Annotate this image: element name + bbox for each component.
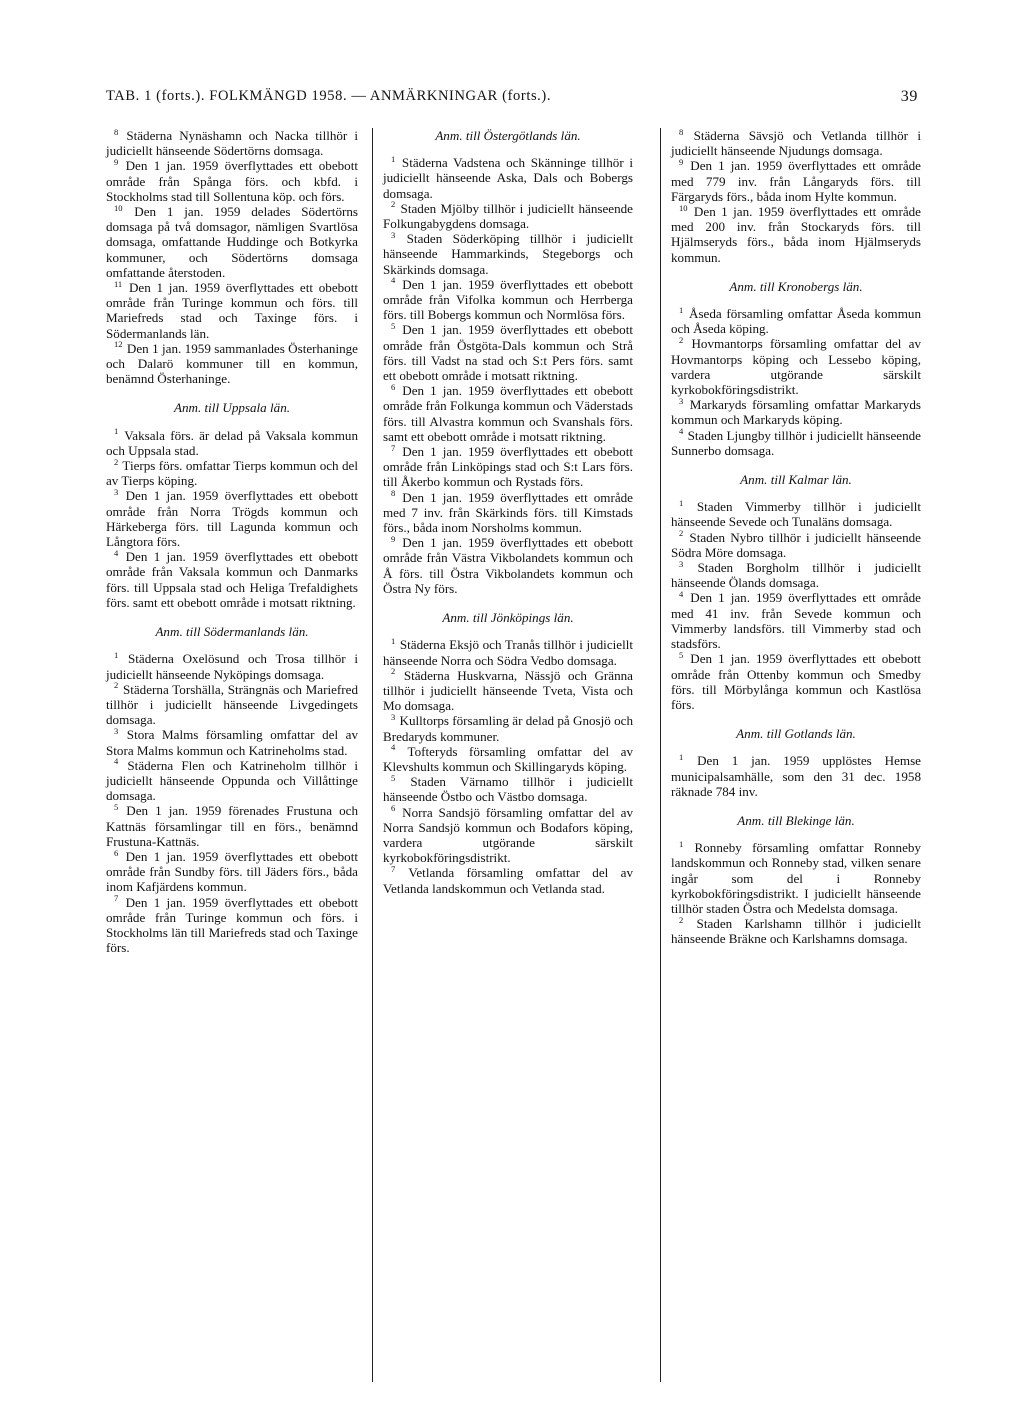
footnote-number: 6 bbox=[391, 803, 396, 814]
footnote bbox=[671, 204, 921, 265]
footnote bbox=[106, 458, 358, 488]
footnote bbox=[383, 713, 633, 743]
footnote-number: 9 bbox=[679, 157, 684, 168]
footnote-text: Den 1 jan. 1959 delades Södertörns domsaga på två domsagor, nämligen Svartlösa domsaga, omfattande Huddinge och Botkyrka kommuner, och Södertörns domsaga omfattande återstoden. bbox=[106, 204, 358, 280]
footnote-number: 8 bbox=[679, 126, 684, 137]
footnote bbox=[671, 499, 921, 529]
footnote-text: Den 1 jan. 1959 upplöstes Hemse municipalsamhälle, som den 31 dec. 1958 räknade 784 inv. bbox=[671, 753, 921, 799]
column-3 bbox=[660, 128, 921, 1382]
footnote bbox=[671, 560, 921, 590]
footnote-text: Den 1 jan. 1959 överflyttades ett obebott område från Sundby förs. till Jäders förs., båda inom Kafjärdens kommun. bbox=[106, 848, 358, 895]
footnote-text: Staden Ljungby tillhör i judiciellt hänseende Sunnerbo domsaga. bbox=[671, 427, 921, 458]
footnote-text: Städerna Torshälla, Strängnäs och Mariefred tillhör i judiciellt hänseende Livgedingets domsaga. bbox=[106, 681, 358, 728]
footnote-text: Den 1 jan. 1959 överflyttades ett obebott område från Västra Vikbolandets kommun och Å förs. till Östra Vikbolandets kommun och Östra Ny förs. bbox=[383, 535, 633, 596]
footnote bbox=[106, 428, 358, 458]
footnote-number: 3 bbox=[679, 395, 684, 406]
column-1 bbox=[106, 128, 358, 1382]
footnote bbox=[671, 128, 921, 158]
footnote bbox=[383, 383, 633, 444]
footnote bbox=[671, 530, 921, 560]
footnote-number: 4 bbox=[679, 589, 684, 600]
footnote-text: Staden Karlshamn tillhör i judiciellt hänseende Bräkne och Karlshamns domsaga. bbox=[671, 916, 921, 947]
footnote bbox=[383, 774, 633, 804]
footnote bbox=[106, 204, 358, 280]
footnote-number: 2 bbox=[114, 680, 119, 691]
footnote-text: Tierps förs. omfattar Tierps kommun och del av Tierps köping. bbox=[106, 458, 358, 489]
footnote-number: 1 bbox=[679, 838, 684, 849]
footnote-text: Den 1 jan. 1959 överflyttades ett obebott område från Spånga förs. och kbfd. i Stockholms stad till Sollentuna köp. och förs. bbox=[106, 158, 358, 204]
footnote-number: 7 bbox=[391, 442, 396, 453]
footnote-text: Åseda församling omfattar Åseda kommun och Åseda köping. bbox=[671, 306, 921, 337]
footnote-number: 1 bbox=[679, 497, 684, 508]
footnote bbox=[383, 865, 633, 895]
footnote bbox=[106, 803, 358, 849]
footnote bbox=[671, 840, 921, 916]
footnote bbox=[383, 490, 633, 536]
footnote-text: Staden Söderköping tillhör i judiciellt hänseende Hammarkinds, Stegeborgs och Skärkinds domsaga. bbox=[383, 231, 633, 277]
footnote bbox=[383, 668, 633, 714]
footnote-text: Den 1 jan. 1959 överflyttades ett obebott område från Turinge kommun och förs. i Stockholms län till Mariefreds stad och Taxinge förs. bbox=[106, 894, 358, 956]
footnote-number: 2 bbox=[391, 199, 396, 210]
footnote-number: 2 bbox=[391, 666, 396, 677]
page-header bbox=[106, 88, 918, 110]
footnote bbox=[671, 590, 921, 651]
footnote bbox=[106, 727, 358, 757]
footnote-text: Norra Sandsjö församling omfattar del av Norra Sandsjö kommun och Bodafors köping, vardera utgörande särskilt kyrkobokföringsdistrikt. bbox=[383, 804, 633, 866]
section-heading: Anm. till Gotlands län. bbox=[736, 726, 856, 742]
footnote bbox=[383, 155, 633, 201]
footnote-text: Den 1 jan. 1959 överflyttades ett obebott område från Norra Trögds kommun och Härkeberga förs. till Lagunda kommun och Långtora förs. bbox=[106, 488, 358, 550]
footnote-text: Den 1 jan. 1959 överflyttades ett område med 7 inv. från Skärkinds förs. till Kimstads förs., båda inom Norsholms kommun. bbox=[383, 489, 633, 536]
footnote-text: Vaksala förs. är delad på Vaksala kommun och Uppsala stad. bbox=[106, 427, 358, 458]
footnote-text: Staden Mjölby tillhör i judiciellt hänseende Folkungabygdens domsaga. bbox=[383, 200, 633, 232]
footnote-number: 7 bbox=[114, 893, 119, 904]
section-heading: Anm. till Blekinge län. bbox=[737, 812, 855, 828]
footnote-text: Den 1 jan. 1959 överflyttades ett obebott område från Ottenby kommun och Smedby förs. till Mörbylånga kommun och Kastlösa förs. bbox=[671, 651, 921, 712]
footnote-text: Den 1 jan. 1959 överflyttades ett obebott område från Vifolka kommun och Herrberga förs. till Bobergs kommun och Normlösa förs. bbox=[383, 276, 633, 323]
footnote bbox=[671, 158, 921, 204]
footnote-number: 8 bbox=[114, 126, 119, 137]
footnote bbox=[383, 277, 633, 323]
footnote-text: Hovmantorps församling omfattar del av Hovmantorps köping och Lessebo köping, vardera utgörande särskilt kyrkobokföringsdistrikt. bbox=[671, 336, 921, 398]
footnote bbox=[106, 158, 358, 204]
footnote-number: 10 bbox=[679, 202, 688, 213]
table-title: TAB. 1 (forts.). FOLKMÄNGD 1958. — ANMÄRKNINGAR (forts.). bbox=[106, 88, 552, 104]
footnote bbox=[106, 341, 358, 387]
footnote bbox=[106, 488, 358, 549]
footnote-text: Markaryds församling omfattar Markaryds kommun och Markaryds köping. bbox=[671, 397, 921, 428]
footnote bbox=[383, 322, 633, 383]
footnote-number: 8 bbox=[391, 488, 396, 499]
footnote-number: 1 bbox=[679, 751, 684, 762]
footnote-text: Städerna Huskvarna, Nässjö och Gränna tillhör i judiciellt hänseende Tveta, Vista och Mo domsaga. bbox=[383, 667, 633, 714]
footnote-text: Städerna Sävsjö och Vetlanda tillhör i judiciellt hänseende Njudungs domsaga. bbox=[671, 128, 921, 159]
footnote-text: Den 1 jan. 1959 överflyttades ett obebott område från Linköpings stad och S:t Lars förs. till Åkerbo kommun och Rystads förs. bbox=[383, 444, 633, 490]
footnote bbox=[671, 651, 921, 712]
footnote bbox=[106, 128, 358, 158]
footnote bbox=[671, 397, 921, 427]
footnote-text: Den 1 jan. 1959 förenades Frustuna och Kattnäs församlingar till en förs., benämnd Frustuna-Kattnäs. bbox=[106, 803, 358, 849]
footnote-number: 1 bbox=[114, 426, 119, 437]
footnote-text: Staden Borgholm tillhör i judiciellt hänseende Ölands domsaga. bbox=[671, 560, 921, 591]
section-heading: Anm. till Östergötlands län. bbox=[435, 128, 581, 143]
column-2 bbox=[372, 128, 633, 1382]
section-heading: Anm. till Kronobergs län. bbox=[729, 278, 863, 294]
section-heading: Anm. till Södermanlands län. bbox=[155, 624, 309, 640]
footnote bbox=[671, 428, 921, 458]
footnote-number: 12 bbox=[114, 339, 123, 350]
footnote-text: Staden Vimmerby tillhör i judiciellt hänseende Sevede och Tunaläns domsaga. bbox=[671, 499, 921, 530]
footnote-number: 3 bbox=[679, 558, 684, 569]
footnote bbox=[106, 758, 358, 804]
footnote-number: 2 bbox=[114, 456, 119, 467]
footnote bbox=[383, 201, 633, 231]
footnote-text: Den 1 jan. 1959 överflyttades ett område med 41 inv. från Sevede kommun och Vimmerby landsförs. till Vimmerby stad och stadsförs. bbox=[671, 590, 921, 652]
footnote-number: 3 bbox=[114, 725, 119, 736]
footnote-number: 3 bbox=[114, 487, 119, 498]
footnote-text: Staden Värnamo tillhör i judiciellt hänseende Östbo och Västbo domsaga. bbox=[383, 774, 633, 805]
footnote-text: Den 1 jan. 1959 överflyttades ett område med 779 inv. från Långaryds förs. till Färgaryds förs., båda inom Hylte kommun. bbox=[671, 158, 921, 204]
footnote-number: 10 bbox=[114, 202, 123, 213]
footnote-number: 6 bbox=[391, 381, 396, 392]
footnote-number: 4 bbox=[391, 742, 396, 753]
footnote-text: Städerna Nynäshamn och Nacka tillhör i judiciellt hänseende Södertörns domsaga. bbox=[106, 128, 358, 159]
footnote bbox=[106, 549, 358, 610]
footnote-text: Stora Malms församling omfattar del av Stora Malms kommun och Katrineholms stad. bbox=[106, 727, 358, 758]
page-number: 39 bbox=[900, 88, 918, 105]
footnote bbox=[383, 805, 633, 866]
footnote-text: Tofteryds församling omfattar del av Klevshults kommun och Skillingaryds köping. bbox=[383, 743, 633, 774]
footnote-text: Staden Nybro tillhör i judiciellt hänseende Södra Möre domsaga. bbox=[671, 529, 921, 560]
footnote-number: 4 bbox=[391, 275, 396, 286]
footnote-text: Den 1 jan. 1959 överflyttades ett obebott område från Turinge kommun och förs. till Mariefreds stad och Taxinge förs. i Södermanlands län. bbox=[106, 280, 358, 341]
footnote bbox=[383, 535, 633, 596]
footnote-number: 2 bbox=[679, 914, 684, 925]
footnote bbox=[106, 651, 358, 681]
footnote-text: Städerna Eksjö och Tranås tillhör i judiciellt hänseende Norra och Södra Vedbo domsaga. bbox=[383, 637, 633, 668]
footnote-number: 2 bbox=[679, 528, 684, 539]
footnote-number: 1 bbox=[391, 153, 396, 164]
footnote bbox=[671, 753, 921, 799]
footnote-text: Den 1 jan. 1959 överflyttades ett obebott område från Vaksala kommun och Danmarks förs. till Uppsala stad och Heliga Trefaldighets förs. samt ett obebott område i motsatt riktning. bbox=[106, 549, 358, 610]
footnote-text: Ronneby församling omfattar Ronneby landskommun och Ronneby stad, vilken senare ingår som del i Ronneby kyrkobokföringsdistrikt. I judiciellt hänseende tillhör staden Östra och Medelsta domsaga. bbox=[671, 840, 921, 916]
footnote bbox=[383, 444, 633, 490]
footnote bbox=[106, 849, 358, 895]
section-heading: Anm. till Uppsala län. bbox=[173, 400, 291, 416]
footnote-text: Den 1 jan. 1959 överflyttades ett obebott område från Folkunga kommun och Väderstads förs. till Alvastra kommun och Svanshals förs. samt ett obebott område i motsatt riktning. bbox=[383, 383, 633, 444]
footnote-number: 3 bbox=[391, 711, 396, 722]
footnote-number: 4 bbox=[679, 426, 684, 437]
footnote bbox=[106, 280, 358, 341]
footnote bbox=[671, 336, 921, 397]
footnote-number: 1 bbox=[391, 635, 396, 646]
footnote-text: Den 1 jan. 1959 överflyttades ett område med 200 inv. från Stockaryds förs. till Hjälmseryds förs., båda inom Hjälmseryds kommun. bbox=[671, 204, 921, 265]
footnote-number: 11 bbox=[114, 278, 123, 289]
footnote-number: 3 bbox=[391, 229, 396, 240]
footnote-text: Vetlanda församling omfattar del av Vetlanda landskommun och Vetlanda stad. bbox=[383, 865, 633, 896]
footnote-text: Den 1 jan. 1959 sammanlades Österhaninge och Dalarö kommuner till en kommun, benämnd Österhaninge. bbox=[106, 340, 358, 387]
section-heading: Anm. till Kalmar län. bbox=[740, 472, 852, 488]
footnote-number: 2 bbox=[679, 335, 684, 346]
footnote bbox=[106, 895, 358, 956]
footnote-number: 7 bbox=[391, 863, 396, 874]
footnote-number: 5 bbox=[114, 801, 119, 812]
footnote bbox=[383, 744, 633, 774]
footnote-number: 1 bbox=[679, 304, 684, 315]
footnote-number: 4 bbox=[114, 547, 119, 558]
footnote-text: Städerna Vadstena och Skänninge tillhör i judiciellt hänseende Aska, Dals och Bobergs domsaga. bbox=[383, 155, 633, 201]
footnote-number: 5 bbox=[391, 772, 396, 783]
footnote-number: 5 bbox=[391, 321, 396, 332]
section-heading: Anm. till Jönköpings län. bbox=[442, 610, 574, 626]
footnote-number: 4 bbox=[114, 756, 119, 767]
footnote-number: 9 bbox=[114, 157, 119, 168]
footnote-number: 5 bbox=[679, 649, 684, 660]
footnote bbox=[383, 637, 633, 667]
footnote-number: 9 bbox=[391, 533, 396, 544]
footnote-text: Städerna Oxelösund och Trosa tillhör i judiciellt hänseende Nyköpings domsaga. bbox=[106, 651, 358, 682]
footnote-number: 6 bbox=[114, 847, 119, 858]
footnote-text: Den 1 jan. 1959 överflyttades ett obebott område från Östgöta-Dals kommun och Strå förs. till Vadst na stad och S:t Pers förs. samt ett obebott område i motsatt riktning. bbox=[383, 322, 633, 384]
footnote bbox=[671, 916, 921, 946]
footnote bbox=[383, 231, 633, 277]
footnote-text: Kulltorps församling är delad på Gnosjö och Bredaryds kommuner. bbox=[383, 713, 633, 744]
footnote-text: Städerna Flen och Katrineholm tillhör i judiciellt hänseende Oppunda och Villåttinge domsaga. bbox=[106, 757, 358, 804]
footnote-number: 1 bbox=[114, 649, 119, 660]
footnote bbox=[671, 306, 921, 336]
footnote bbox=[106, 682, 358, 728]
